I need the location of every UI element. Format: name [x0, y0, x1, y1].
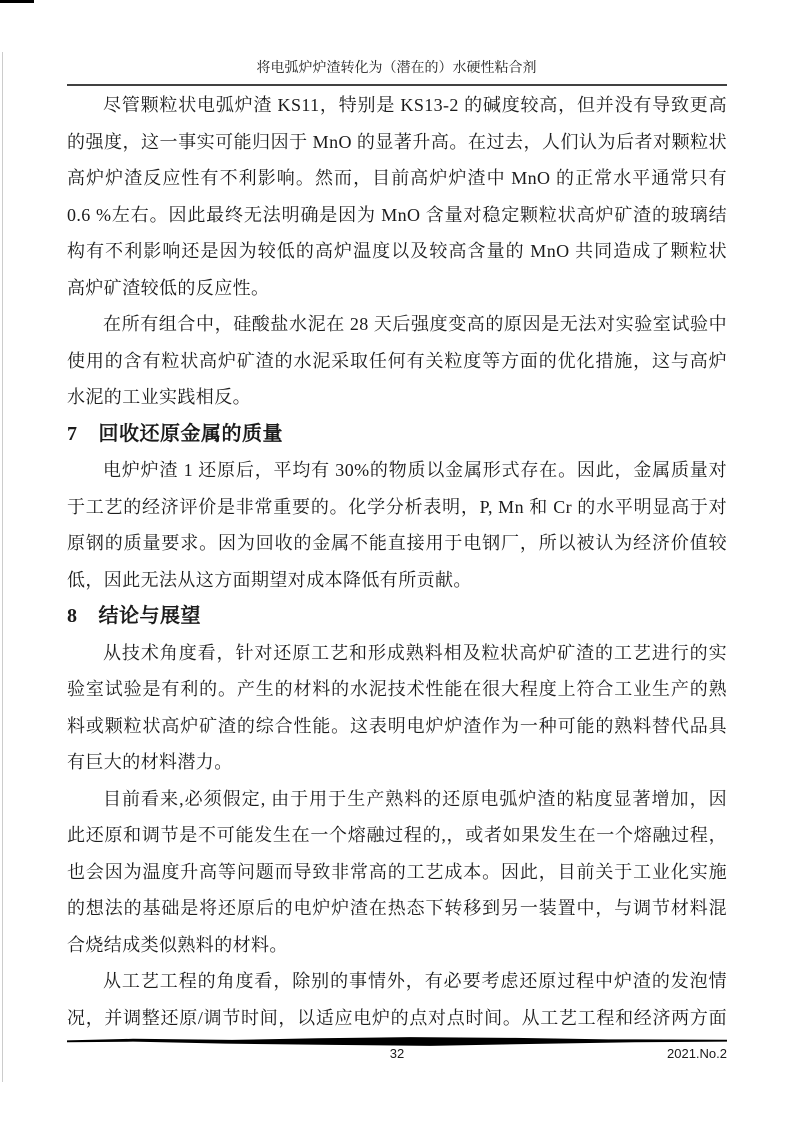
text-line: 也会因为温度升高等问题而导致非常高的工艺成本。因此，目前关于工业化实施 — [67, 861, 727, 882]
text-line: 在所有组合中，硅酸盐水泥在 28 天后强度变高的原因是无法对实验室试验中 — [103, 314, 727, 334]
text-line: 料或颗粒状高炉矿渣的综合性能。这表明电炉炉渣作为一种可能的熟料替代品具 — [67, 715, 727, 736]
paragraph — [67, 306, 727, 416]
paragraph — [67, 781, 727, 964]
running-header-title: 将电弧炉炉渣转化为（潜在的）水硬性粘合剂 — [256, 61, 537, 76]
section-heading — [67, 598, 727, 635]
text-line: 况，并调整还原/调节时间，以适应电炉的点对点时间。从工艺工程和经济两方面 — [67, 1007, 727, 1028]
text-line: 的想法的基础是将还原后的电炉炉渣在热态下转移到另一装置中，与调节材料混 — [67, 898, 727, 918]
text-line: 尽管颗粒状电弧炉渣 KS11，特别是 KS13-2 的碱度较高，但并没有导致更高 — [103, 95, 727, 115]
text-line: 于工艺的经济评价是非常重要的。化学分析表明，P, Mn 和 Cr 的水平明显高于对 — [67, 496, 727, 517]
issue-label: 2021.No.2 — [667, 1046, 727, 1061]
text-line: 的强度，这一事实可能归因于 MnO 的显著升高。在过去，人们认为后者对颗粒状 — [67, 131, 727, 152]
text-line: 合烧结成类似熟料的材料。 — [67, 934, 288, 955]
text-line: 有巨大的材料潜力。 — [67, 752, 233, 772]
paragraph — [67, 87, 727, 306]
text-line: 原钢的质量要求。因为回收的金属不能直接用于电钢厂，所以被认为经济价值较 — [67, 533, 727, 553]
scan-artifact — [0, 0, 34, 3]
text-line: 水泥的工业实践相反。 — [67, 387, 251, 407]
section-number: 8 — [67, 605, 78, 627]
text-line: 从工艺工程的角度看，除别的事情外，有必要考虑还原过程中炉渣的发泡情 — [103, 971, 727, 991]
text-line: 高炉炉渣反应性有不利影响。然而，目前高炉炉渣中 MnO 的正常水平通常只有 — [67, 168, 727, 188]
section-heading — [67, 416, 727, 453]
header-rule — [67, 84, 727, 86]
footer-rule — [67, 1037, 727, 1046]
text-line: 目前看来,必须假定, 由于用于生产熟料的还原电弧炉渣的粘度显著增加，因 — [103, 788, 727, 809]
scan-edge-line — [2, 52, 3, 1082]
text-line: 验室试验是有利的。产生的材料的水泥技术性能在很大程度上符合工业生产的熟 — [67, 679, 727, 699]
section-title: 结论与展望 — [98, 605, 201, 627]
page-number: 32 — [389, 1046, 405, 1061]
text-line: 从技术角度看，针对还原工艺和形成熟料相及粒状高炉矿渣的工艺进行的实 — [103, 642, 727, 663]
section-title: 回收还原金属的质量 — [98, 422, 283, 445]
text-line: 高炉矿渣较低的反应性。 — [67, 277, 270, 298]
paragraph — [67, 963, 727, 1036]
section-number: 7 — [67, 422, 78, 445]
document-body — [67, 87, 727, 1036]
text-line: 低，因此无法从这方面期望对成本降低有所贡献。 — [67, 569, 472, 590]
text-line: 电炉炉渣 1 还原后，平均有 30%的物质以金属形式存在。因此，金属质量对 — [103, 460, 727, 480]
page-footer — [67, 1046, 727, 1064]
paragraph — [67, 635, 727, 781]
text-line: 此还原和调节是不可能发生在一个熔融过程的,，或者如果发生在一个熔融过程， — [67, 825, 727, 845]
text-line: 构有不利影响还是因为较低的高炉温度以及较高含量的 MnO 共同造成了颗粒状 — [67, 241, 727, 261]
text-line: 使用的含有粒状高炉矿渣的水泥采取任何有关粒度等方面的优化措施，这与高炉 — [67, 350, 727, 371]
paragraph — [67, 452, 727, 598]
text-line: 0.6 %左右。因此最终无法明确是因为 MnO 含量对稳定颗粒状高炉矿渣的玻璃结 — [67, 204, 727, 225]
